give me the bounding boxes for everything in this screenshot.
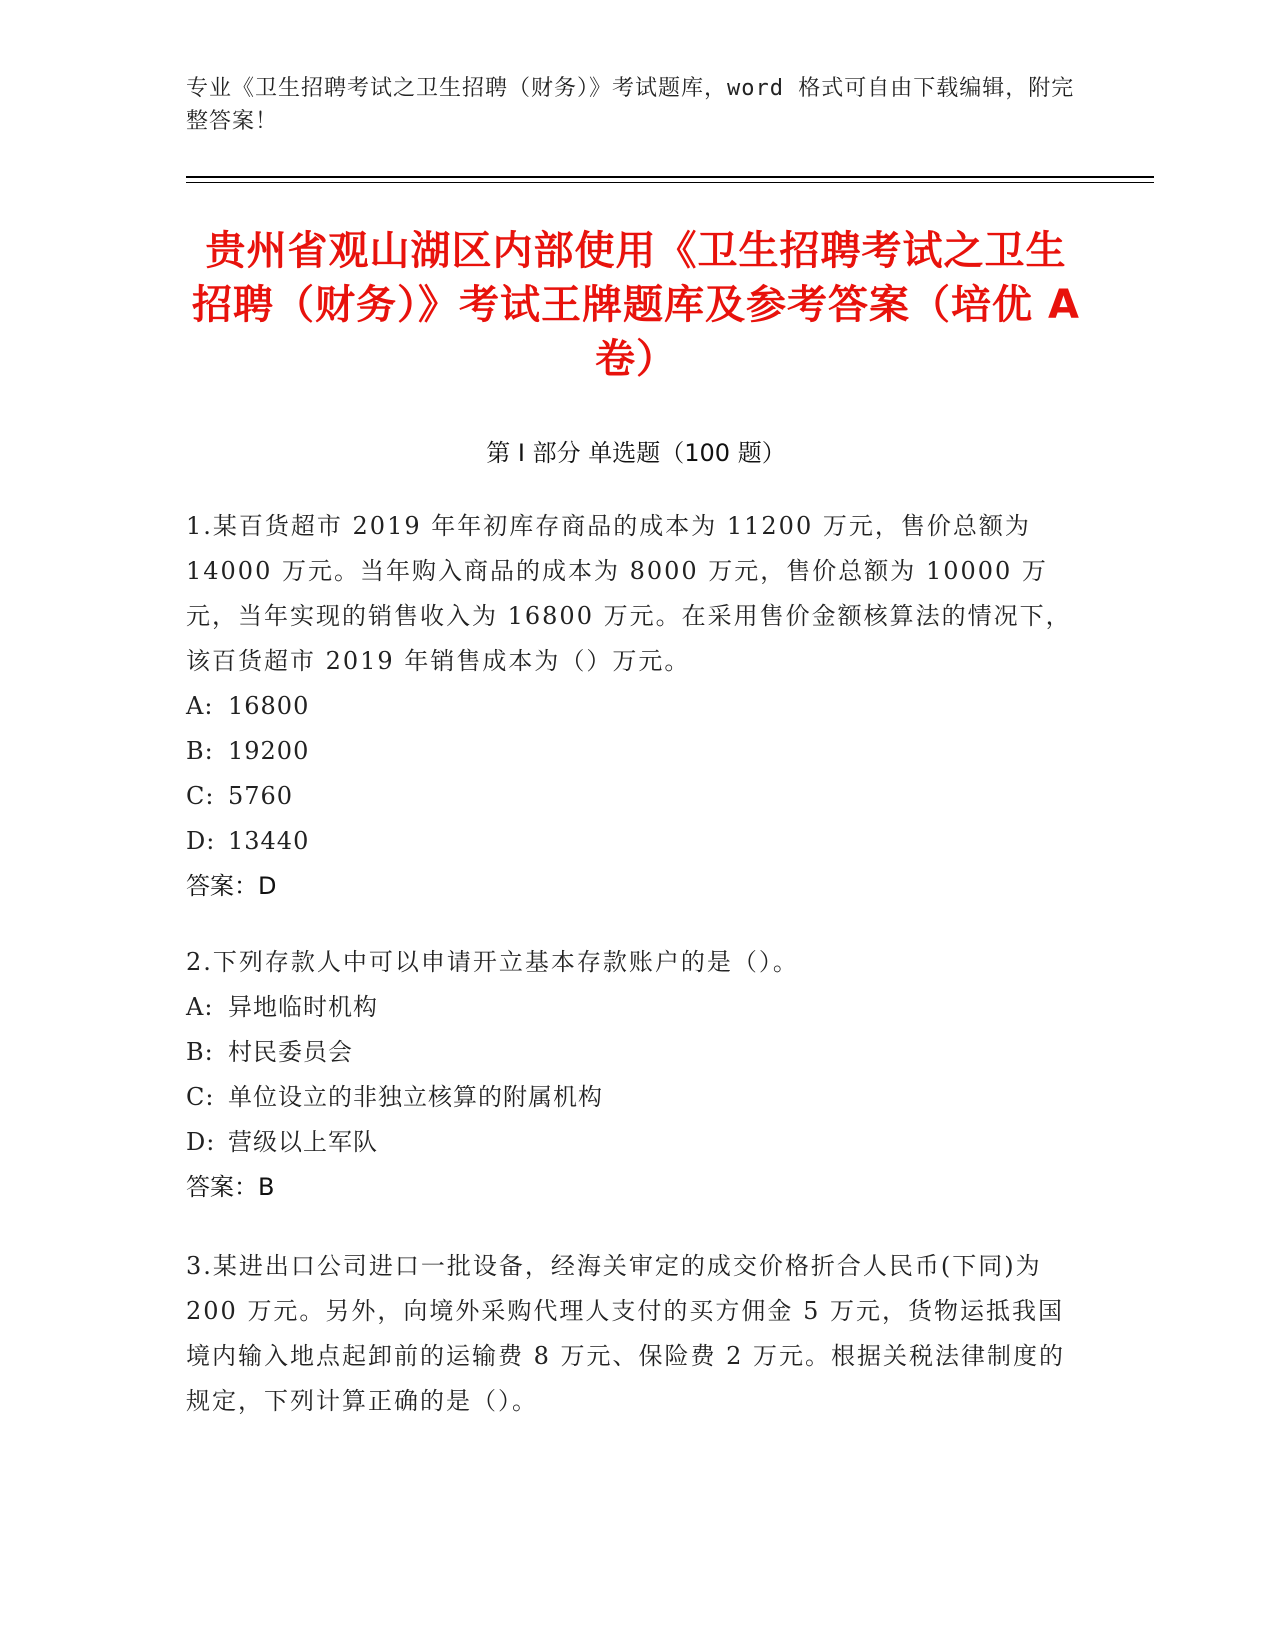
question-1-option-a	[186, 684, 1086, 729]
option-letter: B:	[186, 737, 214, 765]
option-letter: A:	[186, 993, 214, 1021]
question-2-option-d	[186, 1120, 1086, 1165]
option-text: 19200	[228, 737, 310, 765]
question-2-text: 2.下列存款人中可以申请开立基本存款账户的是（）。	[186, 948, 799, 976]
question-1-text: 1.某百货超市 2019 年年初库存商品的成本为 11200 万元，售价总额为 14000 万元。当年购入商品的成本为 8000 万元，售价总额为 10000 万元，当年实现的销售收入为 16800 万元。在采用售价金额核算法的情况下，该百货超市 2019 年销售成本为（）万元。	[186, 512, 1072, 675]
document-title: 贵州省观山湖区内部使用《卫生招聘考试之卫生招聘（财务）》考试王牌题库及参考答案（培优 A 卷）	[192, 228, 1080, 382]
option-letter: C:	[186, 782, 215, 810]
question-1-option-d	[186, 819, 1086, 864]
option-text: 13440	[228, 827, 310, 855]
section-title: 第 I 部分 单选题（100 题）	[486, 439, 786, 467]
question-2	[186, 940, 1086, 1210]
option-letter: D:	[186, 827, 216, 855]
option-text: 单位设立的非独立核算的附属机构	[228, 1083, 603, 1111]
question-1-option-b	[186, 729, 1086, 774]
option-letter: A:	[186, 692, 214, 720]
question-2-option-c	[186, 1075, 1086, 1120]
question-3	[186, 1244, 1086, 1424]
option-letter: B:	[186, 1038, 214, 1066]
option-letter: D:	[186, 1128, 216, 1156]
option-text: 村民委员会	[228, 1038, 353, 1066]
question-3-text: 3.某进出口公司进口一批设备，经海关审定的成交价格折合人民币(下同)为 200 万元。另外，向境外采购代理人支付的买方佣金 5 万元，货物运抵我国境内输入地点起卸前的运输费 8 万元、保险费 2 万元。根据关税法律制度的规定，下列计算正确的是（）。	[186, 1252, 1066, 1415]
question-2-option-b	[186, 1030, 1086, 1075]
header-rule-thick	[186, 176, 1154, 178]
option-text: 异地临时机构	[228, 993, 378, 1021]
header-rule-thin	[186, 182, 1154, 183]
question-1-answer: 答案：D	[186, 872, 277, 900]
question-1-option-c	[186, 774, 1086, 819]
option-text: 5760	[228, 782, 294, 810]
question-2-answer: 答案：B	[186, 1173, 275, 1201]
header-note: 专业《卫生招聘考试之卫生招聘（财务）》考试题库，word 格式可自由下载编辑，附完整答案！	[186, 76, 1075, 134]
option-text: 16800	[228, 692, 310, 720]
option-text: 营级以上军队	[228, 1128, 378, 1156]
option-letter: C:	[186, 1083, 215, 1111]
question-1	[186, 504, 1086, 909]
question-2-option-a	[186, 985, 1086, 1030]
